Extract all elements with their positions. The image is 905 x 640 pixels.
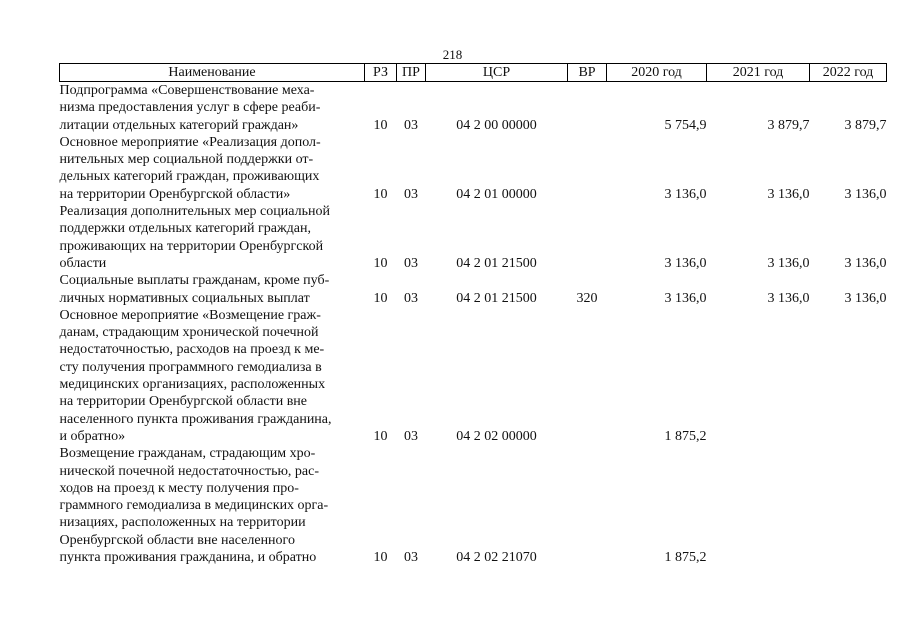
row-rz: 10 [373,117,388,133]
header-2020: 2020 год [607,64,707,82]
header-2021: 2021 год [707,64,810,82]
row-2020-value: 3 136,0 [664,255,707,271]
row-csr: 04 2 01 21500 [456,290,537,306]
row-csr: 04 2 02 21070 [456,550,537,566]
row-rz: 10 [373,550,388,566]
row-rz: 10 [373,255,388,271]
budget-table [59,63,887,566]
row-name: Возмещение гражданам, страдающим хро- нической почечной недостаточностью, рас- ходов на проезд к месту получения про- граммного гемодиализа в медицинских орга- низациях, расположенных на территории Оренбургской области вне населенного пункта проживания гражданина, и обратно [59,446,329,566]
table-row [60,203,887,272]
table-body [60,82,887,567]
row-vr [568,307,607,445]
header-name: Наименование [60,64,365,82]
row-vr [568,203,607,272]
row-2021-value: 3 136,0 [767,255,810,271]
page-number: 218 [442,47,463,62]
row-2022-value: 3 879,7 [844,117,887,133]
row-2022-value: 3 136,0 [844,290,887,306]
row-2022-value [810,307,887,445]
row-name: Основное мероприятие «Реализация допол- нительных мер социальной поддержки от- дельных категорий граждан, проживающих на территории Оренбургской области» [59,134,321,202]
row-2022-value: 3 136,0 [844,186,887,202]
table-header-row [60,64,887,82]
row-2020-value: 1 875,2 [664,428,707,444]
row-2020-value: 3 136,0 [664,186,707,202]
row-rz: 10 [373,290,388,306]
row-rz: 10 [373,428,388,444]
row-2021-value: 3 136,0 [767,186,810,202]
table-row [60,272,887,307]
row-pr: 03 [404,255,418,271]
row-name: Подпрограмма «Совершенствование меха- низма предоставления услуг в сфере реаби- литации отдельных категорий граждан» [59,83,321,133]
header-pr: ПР [397,64,426,82]
row-name: Реализация дополнительных мер социальной поддержки отдельных категорий граждан, проживающих на территории Оренбургской области [59,204,330,271]
header-csr: ЦСР [426,64,568,82]
row-csr: 04 2 01 21500 [456,255,537,271]
row-2020-value: 1 875,2 [664,550,707,566]
row-2021-value: 3 879,7 [767,117,810,133]
table-row [60,134,887,203]
table-row [60,445,887,566]
row-vr [568,134,607,203]
header-vr: ВР [568,64,607,82]
row-vr [568,445,607,566]
row-name: Основное мероприятие «Возмещение граж- данам, страдающим хронической почечной недостаточностью, расходов на проезд к ме- сту получения программного гемодиализа в медицинских организациях, расположенных на территории Оренбургской области вне населенного пункта проживания гражданина, и обратно» [59,307,332,444]
row-rz: 10 [373,186,388,202]
row-csr: 04 2 00 00000 [456,117,537,133]
row-vr [568,82,607,134]
row-pr: 03 [404,117,418,133]
row-pr: 03 [404,186,418,202]
row-2021-value [707,445,810,566]
row-pr: 03 [404,428,418,444]
row-pr: 03 [404,290,418,306]
row-2020-value: 5 754,9 [664,117,707,133]
table-row [60,82,887,134]
row-2021-value [707,307,810,445]
row-2022-value [810,445,887,566]
row-2021-value: 3 136,0 [767,290,810,306]
header-rz: РЗ [365,64,397,82]
table-row [60,307,887,445]
row-name: Социальные выплаты гражданам, кроме пуб- личных нормативных социальных выплат [59,273,330,306]
row-csr: 04 2 01 00000 [456,186,537,202]
row-2020-value: 3 136,0 [664,290,707,306]
row-vr: 320 [576,290,598,306]
header-2022: 2022 год [810,64,887,82]
row-2022-value: 3 136,0 [844,255,887,271]
row-csr: 04 2 02 00000 [456,428,537,444]
row-pr: 03 [404,550,418,566]
